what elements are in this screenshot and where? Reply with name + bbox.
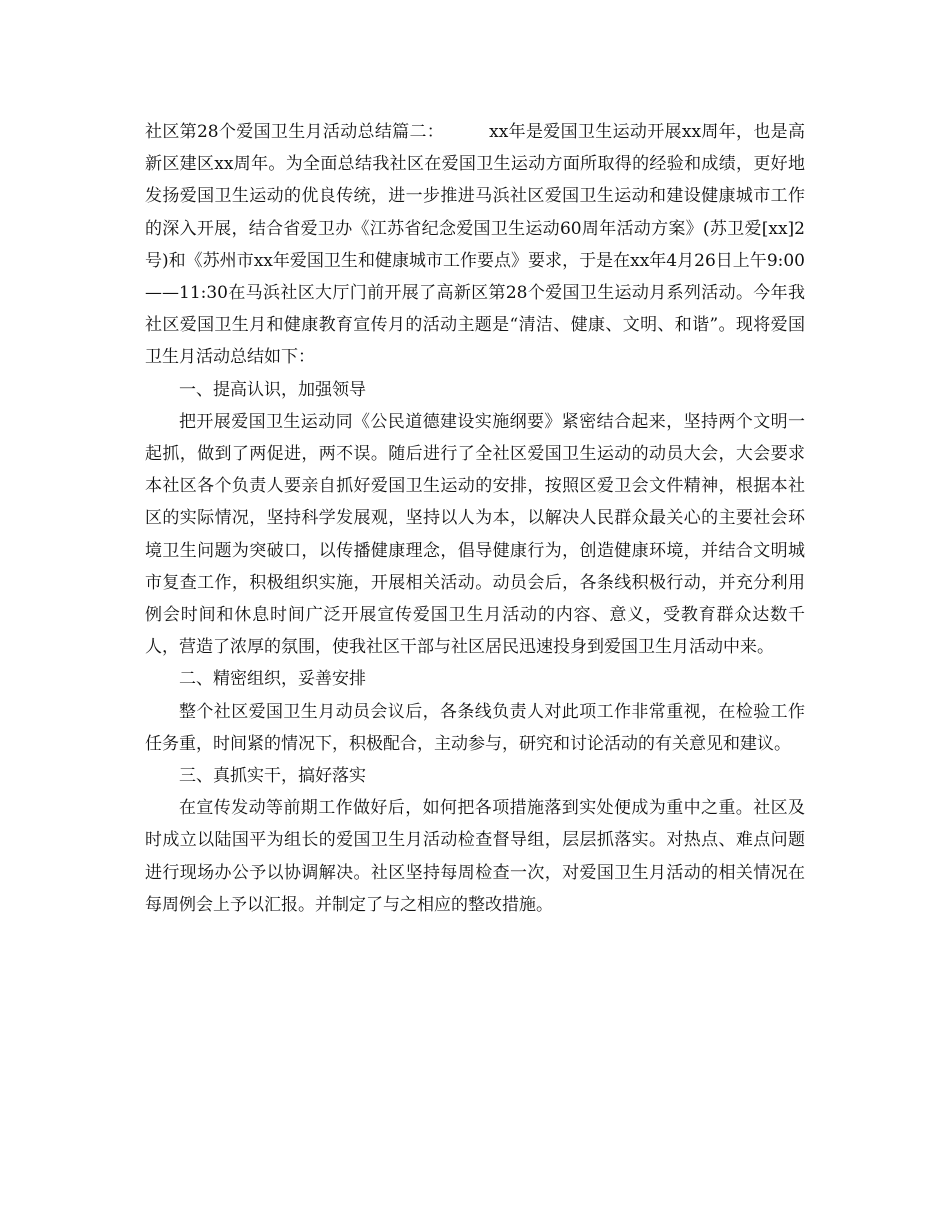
section-heading-3: 三、真抓实干，搞好落实 xyxy=(179,766,366,787)
section-body-3: 在宣传发动等前期工作做好后，如何把各项措施落到实处便成为重中之重。社区及时成立以陆国平为组长的爱国卫生月活动检查督导组，层层抓落实。对热点、难点问题进行现场办公予以协调解决。社区坚持每周检查一次，对爱国卫生月活动的相关情况在每周例会上予以汇报。并制定了与之相应的整改措施。 xyxy=(145,798,805,915)
intro-paragraph xyxy=(145,116,805,374)
section-heading-1: 一、提高认识，加强领导 xyxy=(179,379,366,400)
section-heading-2: 二、精密组织，妥善安排 xyxy=(179,669,366,690)
document-page xyxy=(145,116,805,921)
intro-title: 社区第28个爱国卫生月活动总结篇二： xyxy=(145,122,445,142)
intro-body: xx年是爱国卫生运动开展xx周年，也是高新区建区xx周年。为全面总结我社区在爱国卫生运动方面所取得的经验和成绩，更好地发扬爱国卫生运动的优良传统，进一步推进马浜社区爱国卫生运动和建设健康城市工作的深入开展，结合省爱卫办《江苏省纪念爱国卫生运动60周年活动方案》(苏卫爱[xx]2号)和《苏州市xx年爱国卫生和健康城市工作要点》要求，于是在xx年4月26日上午9:00——11:30在马浜社区大厅门前开展了高新区第28个爱国卫生运动月系列活动。今年我社区爱国卫生月和健康教育宣传月的活动主题是“清洁、健康、文明、和谐”。现将爱国卫生月活动总结如下： xyxy=(145,122,805,368)
section-body-1: 把开展爱国卫生运动同《公民道德建设实施纲要》紧密结合起来，坚持两个文明一起抓，做到了两促进，两不误。随后进行了全社区爱国卫生运动的动员大会，大会要求本社区各个负责人要亲自抓好爱国卫生运动的安排，按照区爱卫会文件精神，根据本社区的实际情况，坚持科学发展观，坚持以人为本，以解决人民群众最关心的主要社会环境卫生问题为突破口，以传播健康理念，倡导健康行为，创造健康环境，并结合文明城市复查工作，积极组织实施，开展相关活动。动员会后，各条线积极行动，并充分利用例会时间和休息时间广泛开展宣传爱国卫生月活动的内容、意义，受教育群众达数千人，营造了浓厚的氛围，使我社区干部与社区居民迅速投身到爱国卫生月活动中来。 xyxy=(145,411,805,658)
section-body-2: 整个社区爱国卫生月动员会议后，各条线负责人对此项工作非常重视，在检验工作任务重，时间紧的情况下，积极配合，主动参与，研究和讨论活动的有关意见和建议。 xyxy=(145,701,805,754)
